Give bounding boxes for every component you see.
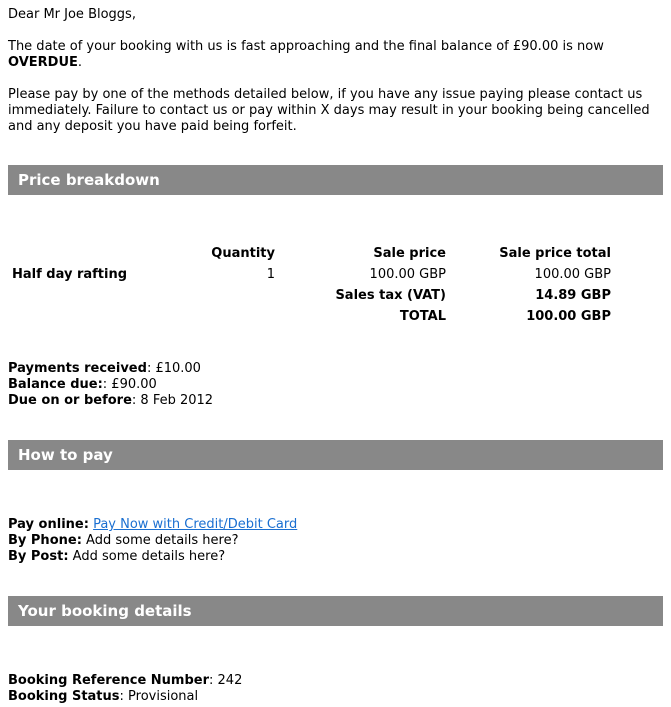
balance-due-value: : £90.00 [102, 377, 157, 392]
pay-online-label: Pay online: [8, 517, 89, 532]
sale-price-total-column-header: Sale price total [499, 245, 611, 261]
by-post-details: Add some details here? [68, 549, 226, 564]
payment-notice: Please pay by one of the methods detailed below, if you have any issue paying please contact us immediately. Failure to contact us or pay within X days may result in your booking being cancelled and any deposit you have paid being forfeit. [8, 87, 650, 134]
overdue-status: OVERDUE [8, 55, 78, 70]
tax-row [8, 285, 615, 306]
total-label: TOTAL [399, 308, 446, 324]
booking-status-value: : Provisional [119, 689, 199, 704]
payment-summary [8, 361, 213, 409]
price-table [8, 243, 615, 327]
item-quantity: 1 [266, 266, 275, 282]
booking-reference-label: Booking Reference Number [8, 673, 210, 688]
pay-now-link[interactable]: Pay Now with Credit/Debit Card [93, 517, 298, 532]
item-sale-price: 100.00 GBP [369, 266, 446, 282]
item-name: Half day rafting [12, 266, 128, 282]
booking-details-header: Your booking details [8, 596, 663, 626]
intro-text: The date of your booking with us is fast approaching and the final balance of £90.00 is now [8, 39, 604, 54]
payments-received-value: : £10.00 [146, 361, 201, 376]
how-to-pay-header: How to pay [8, 440, 663, 470]
booking-details [8, 673, 242, 705]
price-breakdown-header: Price breakdown [8, 165, 663, 195]
tax-label: Sales tax (VAT) [335, 287, 446, 303]
item-sale-price-total: 100.00 GBP [534, 266, 611, 282]
payments-received-label: Payments received [8, 361, 147, 376]
by-post-label: By Post: [8, 549, 69, 564]
intro-paragraph [8, 39, 668, 71]
tax-value: 14.89 GBP [535, 287, 611, 303]
by-phone-details: Add some details here? [81, 533, 239, 548]
due-date-label: Due on or before [8, 393, 132, 408]
sale-price-column-header: Sale price [373, 245, 446, 261]
quantity-column-header: Quantity [211, 245, 275, 261]
booking-status-label: Booking Status [8, 689, 120, 704]
intro-end: . [77, 55, 83, 70]
total-row [8, 306, 615, 327]
price-table-header-row [8, 243, 615, 264]
balance-due-label: Balance due: [8, 377, 103, 392]
item-column-header [8, 243, 176, 264]
by-phone-label: By Phone: [8, 533, 82, 548]
total-value: 100.00 GBP [526, 308, 611, 324]
due-date-value: : 8 Feb 2012 [131, 393, 214, 408]
greeting: Dear Mr Joe Bloggs, [8, 7, 136, 22]
payment-methods [8, 517, 297, 565]
booking-reference-value: : 242 [209, 673, 243, 688]
table-row [8, 264, 615, 285]
